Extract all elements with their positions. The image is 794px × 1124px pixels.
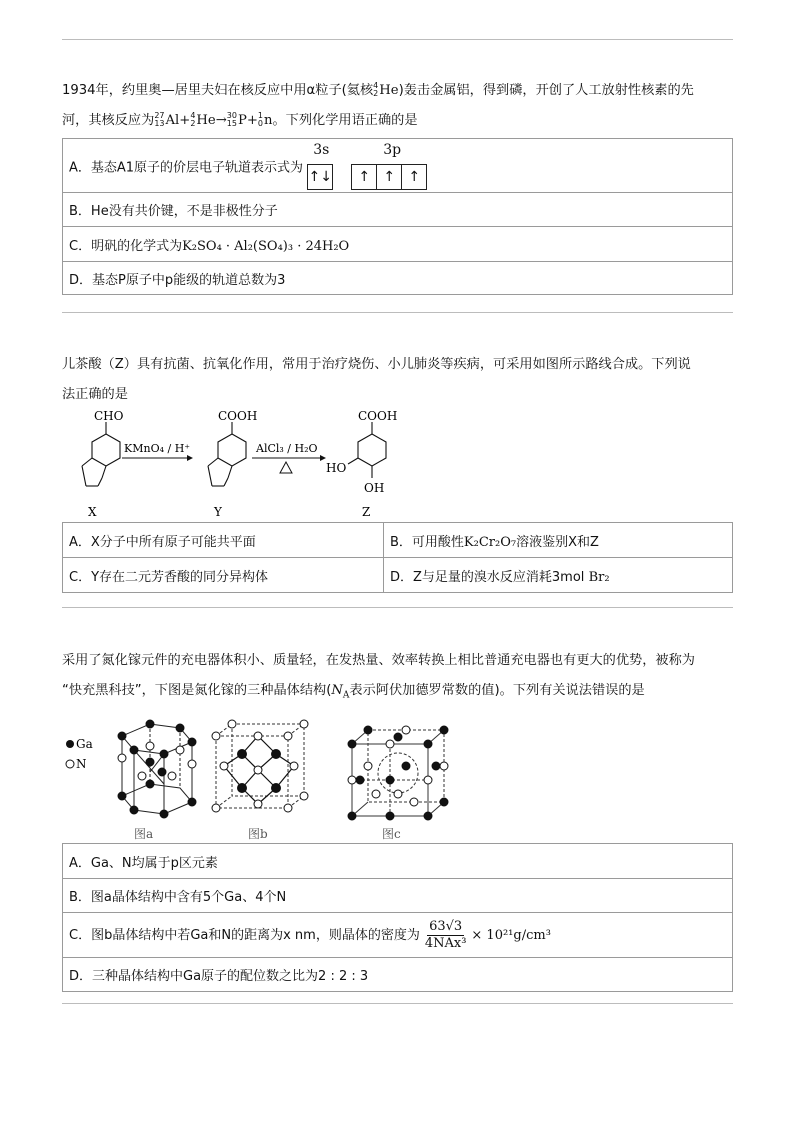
x-label: X [88,505,97,519]
q2-options [62,522,733,593]
reagent-1: KMnO₄ / H⁺ [124,442,191,455]
molecule-x [82,422,120,486]
z-group-label: COOH [358,409,398,423]
crystal-structures [62,714,452,844]
synthesis-scheme [62,408,422,520]
q1-options [62,138,733,295]
density-fraction: $\frac{63√3}{\text{4NAx³}}$ [424,918,467,951]
q3-option-b[interactable]: B．图a晶体结构中含有5个Ga、4个N [63,879,733,913]
legend-ga-dot [66,740,74,748]
divider-2 [62,607,733,608]
q2-option-c[interactable]: C．Y存在二元芳香酸的同分异构体 [63,558,384,593]
top-divider [62,39,733,40]
he-nuclide: 4 2 [373,81,379,98]
q2-stem-line2: 法正确的是 [62,387,128,402]
figure-a-atoms [118,720,196,818]
orbital-3p-1: ↑ [351,164,377,190]
z-oh-1: HO [326,461,347,475]
q1-option-a[interactable]: A．基态A1原子的价层电子轨道表示式为 3s 3p ↑↓ ↑ ↑ ↑ [63,139,733,193]
figure-a-caption: 图a [134,827,154,841]
legend-n-dot [66,760,74,768]
orbital-3p-2: ↑ [376,164,402,190]
z-label: Z [362,505,371,519]
legend-n: N [76,757,87,771]
x-group-label: CHO [94,409,124,423]
divider-1 [62,312,733,313]
heat-triangle [280,462,292,473]
molecule-z [348,422,386,478]
q3-options [62,843,733,992]
q3-stem [62,646,734,711]
q3-option-a[interactable]: A．Ga、N均属于p区元素 [63,844,733,879]
q3-option-c[interactable]: C．图b晶体结构中若Ga和N的距离为x nm，则晶体的密度为 $\frac{63√3}{\text{4NAx³}}$ × 10²¹g/cm³ [63,913,733,958]
q1-stem [62,76,734,136]
q1-option-d[interactable]: D．基态P原子中p能级的轨道总数为3 [63,262,733,295]
bottom-divider [62,1003,733,1004]
q2-option-a[interactable]: A．X分子中所有原子可能共平面 [63,523,384,558]
q3-option-d[interactable]: D．三种晶体结构中Ga原子的配位数之比为2 : 2 : 3 [63,958,733,992]
figure-a-structure [122,724,192,814]
q2-stem [62,350,734,410]
q1-option-c[interactable]: C．明矾的化学式为K₂SO₄ · Al₂(SO₄)₃ · 24H₂O [63,227,733,262]
figure-b-caption: 图b [248,827,268,841]
reagent-2: AlCl₃ / H₂O [256,442,318,455]
orbital-3s: ↑↓ [307,164,333,190]
figure-c-caption: 图c [382,827,401,841]
q1-option-b[interactable]: B．He没有共价键，不是非极性分子 [63,193,733,227]
figure-b-atoms [212,720,308,812]
q1-stem-line2: 河，其核反应为 27 13 Al+ 4 2 He→ 30 15 P+ 1 0 n。下列化学用语正确的是 [62,111,418,128]
orbital-3p-3: ↑ [401,164,427,190]
legend-ga: Ga [76,737,93,751]
q3-stem-line1: 采用了氮化镓元件的充电器体积小、质量轻，在发热量、效率转换上相比普通充电器也有更大的优势，被称为 [62,653,695,668]
z-oh-2: OH [364,481,385,495]
q1-stem-line1: 1934年，约里奥—居里夫妇在核反应中用α粒子(氦核 4 2 He)轰击金属铝，得到磷，开创了人工放射性核素的先 [62,81,694,98]
q3-stem-line2: “快充黑科技”，下图是氮化镓的三种晶体结构($N_A$表示阿伏加德罗常数的值)。下列有关说法错误的是 [62,683,645,701]
q2-option-b[interactable]: B．可用酸性K₂Cr₂O₇溶液鉴别X和Z [384,523,733,558]
y-label: Y [214,505,222,519]
molecule-y [208,422,246,486]
y-group-label: COOH [218,409,258,423]
q2-option-d[interactable]: D．Z与足量的溴水反应消耗3mol Br₂ [384,558,733,593]
orbital-diagram: 3s 3p ↑↓ ↑ ↑ ↑ [307,140,442,192]
q2-stem-line1: 儿茶酸（Z）具有抗菌、抗氧化作用，常用于治疗烧伤、小儿肺炎等疾病，可采用如图所示路线合成。下列说 [62,357,691,372]
